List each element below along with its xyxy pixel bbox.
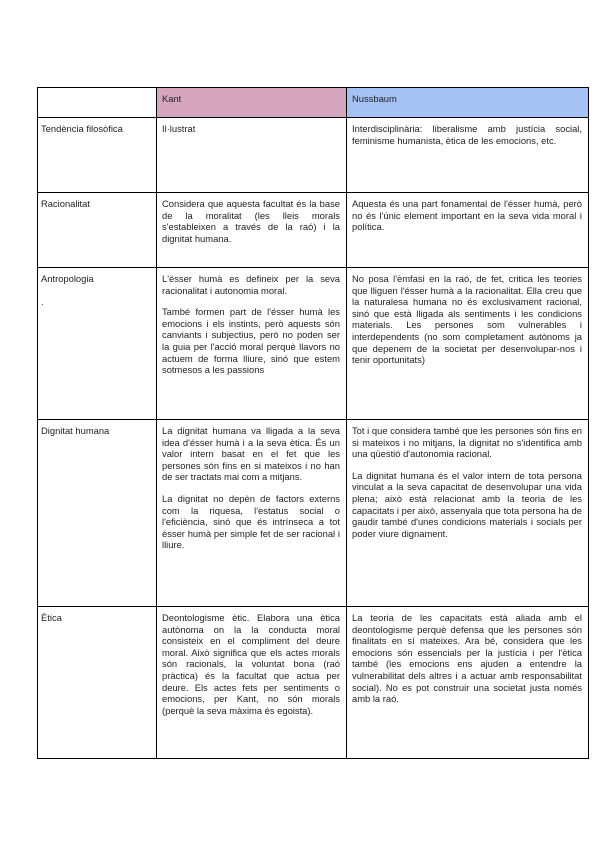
- kant-dignitat-text-1: La dignitat humana va lligada a la seva idea d'ésser humà i a la seva ètica. És un valor intern basat en el fet que les persones són fins en si mateixos i no han de ser tractats mai com a mitjans.: [162, 425, 340, 483]
- row-label-antropologia: [38, 268, 157, 420]
- nussbaum-antropologia-cell: [347, 268, 589, 420]
- comparison-table: [37, 87, 589, 759]
- nussbaum-antropologia-text: No posa l'èmfasi en la raó, de fet, critica les teories que lliguen l'ésser humà a la racionalitat. Ella creu que la naturalesa humana no és exclusivament racional, sinó que està lligada als sentiments i les condicions materials. Les persones som vulnerables i interdependents (no som completament autònoms ja que depenem de la societat per desenvolupar-nos i tenir oportunitats): [352, 273, 582, 366]
- nussbaum-tendencia-cell: [347, 118, 589, 193]
- header-kant-cell: Kant: [157, 88, 347, 118]
- kant-tendencia-cell: [157, 118, 347, 193]
- table-row: [38, 607, 589, 759]
- kant-antropologia-text-1: L'ésser humà es defineix per la seva racionalitat i autonomia moral.: [162, 273, 340, 296]
- table-row: [38, 118, 589, 193]
- kant-racionalitat-text: Considera que aquesta facultat és la base de la moralitat (les lleis morals s'estableixen a través de la raó) i la dignitat humana.: [162, 198, 340, 244]
- nussbaum-dignitat-text-1: Tot i que considera també que les persones són fins en si mateixos i no mitjans, la dignitat no s'identifica amb una qüestió d'autonomia racional.: [352, 425, 582, 460]
- nussbaum-dignitat-cell: [347, 420, 589, 607]
- kant-etica-cell: [157, 607, 347, 759]
- nussbaum-etica-text: La teoria de les capacitats està aliada amb el deontologisme perquè defensa que les persones són finalitats en sí mateixes. Ara bé, considera que les emocions són essencials per la justícia i per l'ètica també (les emocions ens ajuden a entendre la vulnerabilitat dels altres i a actuar amb responsabilitat social). No es pot construir una societat justa només amb la raó.: [352, 612, 582, 705]
- table-row: [38, 193, 589, 268]
- document-page: [37, 87, 588, 759]
- nussbaum-racionalitat-text: Aquesta és una part fonamental de l'ésser humà, però no és l'únic element important en la seva vida moral i política.: [352, 198, 582, 233]
- row-label-dignitat: Dignitat humana: [38, 420, 157, 607]
- nussbaum-tendencia-text: Interdisciplinària: liberalisme amb justícia social, feminisme humanista, ètica de les emocions, etc.: [352, 123, 582, 146]
- row-label-racionalitat: Racionalitat: [38, 193, 157, 268]
- header-empty-cell: [38, 88, 157, 118]
- table-header-row: [38, 88, 589, 118]
- row-label-etica: Ètica: [38, 607, 157, 759]
- nussbaum-racionalitat-cell: [347, 193, 589, 268]
- kant-tendencia-text: Il·lustrat: [162, 123, 196, 134]
- row-label-antropologia-text: Antropologia: [41, 273, 94, 284]
- kant-racionalitat-cell: [157, 193, 347, 268]
- kant-dignitat-cell: [157, 420, 347, 607]
- nussbaum-etica-cell: [347, 607, 589, 759]
- table-row: [38, 268, 589, 420]
- kant-antropologia-cell: [157, 268, 347, 420]
- header-nussbaum-cell: Nussbaum: [347, 88, 589, 118]
- row-label-tendencia: Tendència filosòfica: [38, 118, 157, 193]
- table-row: [38, 420, 589, 607]
- kant-dignitat-text-2: La dignitat no depèn de factors externs com la riquesa, l'estatus social o l'eficiència, sinó que és intrínseca a tot ésser humà per simple fet de ser racional i lliure.: [162, 492, 340, 551]
- kant-etica-text: Deontologisme ètic. Elabora una ètica autònoma on la la conducta moral consisteix en el compliment del deure moral. Això significa que els actes morals són racionals, la voluntat bona (raó pràctica) és la facultat que actua per deure. Els actes fets per sentiments o emocions, per Kant, no són morals (perquè la seva màxima és egoista).: [162, 612, 340, 716]
- row-label-antropologia-dot: .: [41, 295, 44, 307]
- kant-antropologia-text-2: També formen part de l'ésser humà les emocions i els instints, però aquests són canviants i subjectius, però no poden ser la guia per l'acció moral perquè llavors no actuem de forma lliure, sinó que estem sotmesos a les passions: [162, 306, 340, 376]
- nussbaum-dignitat-text-2: La dignitat humana és el valor intern de tota persona vinculat a la seva capacitat de desenvolupar una vida plena; això està relacionat amb la teoria de les capacitats i per això, assenyala que tota persona ha de gaudir també d'unes condicions materials i socials per poder viure dignament.: [352, 469, 582, 539]
